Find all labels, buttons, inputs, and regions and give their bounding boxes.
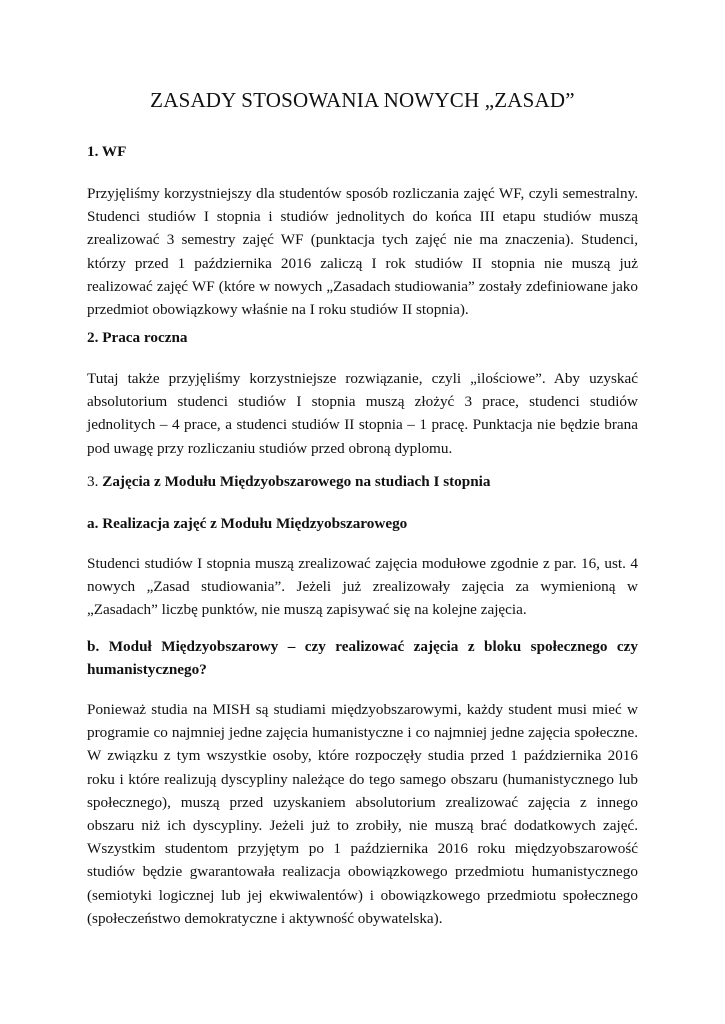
section-heading-wf: 1. WF	[87, 143, 127, 160]
subsection-heading-blok: b. Moduł Międzyobszarowy – czy realizować zajęcia z bloku społecznego czy humanistycznego?	[87, 638, 638, 679]
section-heading-modul	[87, 470, 638, 493]
subsection-paragraph-blok: Ponieważ studia na MISH są studiami międzyobszarowymi, każdy student musi mieć w programie co najmniej jedne zajęcia humanistyczne i co najmniej jedne zajęcia społeczne. W związku z tym wszystkie osoby, które rozpoczęły studia przed 1 października 2016 roku i które realizują dyscypliny należące do tego samego obszaru (humanistycznego lub społecznego), muszą przed uzyskaniem absolutorium zrealizować zajęcia z innego obszaru niż ich dyscypliny. Jeżeli już to zrobiły, nie muszą brać dodatkowych zajęć. Wszystkim studentom przyjętym po 1 października 2016 roku międzyobszarowość studiów będzie gwarantowała realizacja obowiązkowego przedmiotu humanistycznego (semiotyki logicznej lub jej ekwiwalentów) i obowiązkowego przedmiotu społecznego (społeczeństwo demokratyczne i aktywność obywatelska).	[87, 701, 638, 927]
document-title: ZASADY STOSOWANIA NOWYCH „ZASAD”	[150, 88, 575, 112]
subsection-paragraph-realizacja: Studenci studiów I stopnia muszą zrealizować zajęcia modułowe zgodnie z par. 16, ust. 4 nowych „Zasad studiowania”. Jeżeli już zrealizowały zajęcia za wymienioną w „Zasadach” liczbę punktów, nie muszą zapisywać się na kolejne zajęcia.	[87, 555, 638, 619]
subsection-heading-realizacja: a. Realizacja zajęć z Modułu Międzyobszarowego	[87, 515, 408, 532]
section-heading-praca-roczna: 2. Praca roczna	[87, 329, 188, 346]
section-heading-number: 3.	[87, 473, 99, 490]
section-paragraph-praca-roczna: Tutaj także przyjęliśmy korzystniejsze rozwiązanie, czyli „ilościowe”. Aby uzyskać absolutorium studenci studiów I stopnia muszą złożyć 3 prace, studenci studiów jednolitych – 4 prace, a studenci studiów II stopnia – 1 pracę. Punktacja nie będzie brana pod uwagę przy rozliczaniu studiów przed obroną dyplomu.	[87, 370, 638, 457]
section-heading-text: Zajęcia z Modułu Międzyobszarowego na studiach I stopnia	[102, 473, 491, 490]
section-paragraph-wf: Przyjęliśmy korzystniejszy dla studentów sposób rozliczania zajęć WF, czyli semestralny. Studenci studiów I stopnia i studiów jednolitych do końca III etapu studiów muszą zrealizować 3 semestry zajęć WF (punktacja tych zajęć nie ma znaczenia). Studenci, którzy przed 1 października 2016 zaliczą I rok studiów II stopnia nie muszą już realizować zajęć WF (które w nowych „Zasadach studiowania” zostały zdefiniowane jako przedmiot obowiązkowy właśnie na I roku studiów II stopnia).	[87, 185, 638, 319]
